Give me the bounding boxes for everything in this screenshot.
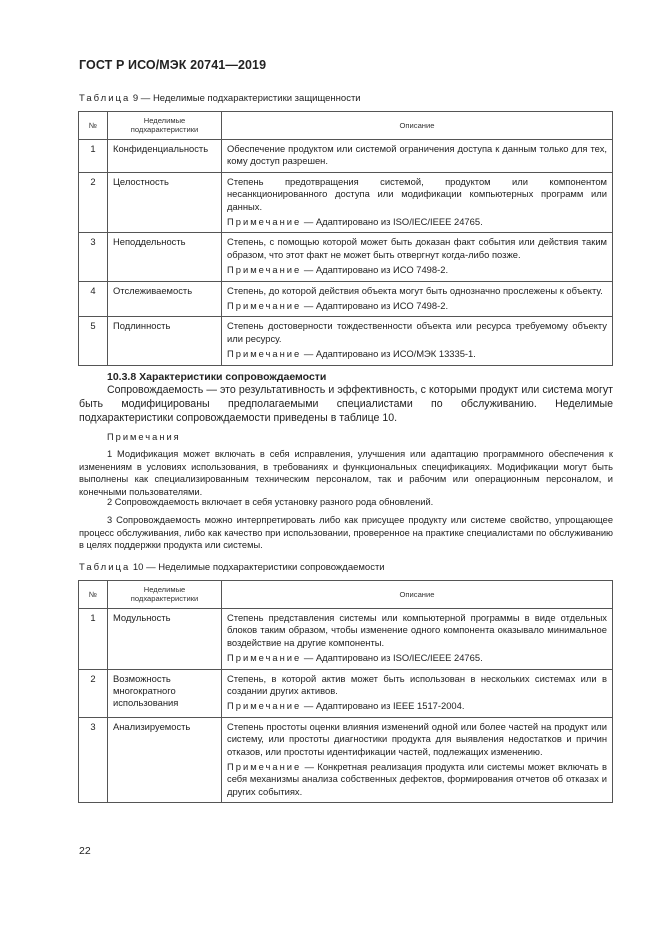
row-description [222, 233, 613, 281]
row-note-label: Примечание [227, 300, 302, 312]
row-description [222, 140, 613, 173]
table-row [79, 609, 613, 670]
row-number: 2 [79, 669, 108, 717]
row-description-text: Степень простоты оценки влияния изменений одной или более частей на продукт или систему, или простоты диагностики продукта для выявления недостатков и причин отказов, или простоты идентификации частей, подлежащих изменению. [227, 720, 607, 757]
row-description-text: Степень предотвращения системой, продуктом или компонентом несанкционированного доступа или модификации компьютерных программ или данных. [227, 175, 607, 212]
header-num: № [79, 581, 108, 609]
table-9-header-row [79, 112, 613, 140]
row-name: Неподдельность [108, 233, 222, 281]
table-10 [78, 580, 613, 803]
table-row [79, 717, 613, 802]
row-description-text: Степень, в которой актив может быть использован в нескольких системах или в создании других активов. [227, 672, 607, 697]
row-number: 4 [79, 281, 108, 317]
row-number: 5 [79, 317, 108, 365]
row-note-label: Примечание [227, 348, 302, 360]
row-note-text: — Конкретная реализация продукта или системы может включать в себя механизмы анализа собственных дефектов, формирования отчетов об отказах и других событиях. [227, 761, 607, 797]
row-description [222, 669, 613, 717]
row-note-label: Примечание [227, 216, 302, 228]
row-name: Отслеживаемость [108, 281, 222, 317]
table-10-caption [79, 562, 385, 573]
table-row [79, 233, 613, 281]
row-number: 1 [79, 140, 108, 173]
row-note [227, 264, 607, 276]
row-description-text: Степень достоверности тождественности объекта или ресурса требуемому объекту или ресурсу. [227, 320, 607, 344]
section-paragraph: Сопровождаемость — это результативность и эффективность, с которыми продукт или система могут быть модифицированы предполагаемыми специалистами по обслуживанию. Неделимые подхарактеристики сопровождаемости приведены в таблице 10. [79, 384, 613, 424]
table-9-caption-text: 9 — Неделимые подхарактеристики защищенности [130, 93, 361, 104]
table-row [79, 281, 613, 317]
table-10-header-row [79, 581, 613, 609]
header-name: Неделимые подхарактеристики [108, 581, 222, 609]
row-description-text: Степень представления системы или компьютерной программы в виде отдельных блоков таким образом, чтобы изменение одного компонента оказывало минимальное воздействие на другие компоненты. [227, 612, 607, 648]
row-note-label: Примечание [227, 264, 302, 276]
row-description [222, 317, 613, 365]
table-row [79, 140, 613, 173]
row-note [227, 652, 607, 664]
row-number: 3 [79, 233, 108, 281]
header-num: № [79, 112, 108, 140]
row-note [227, 216, 607, 228]
row-name: Конфиденциальность [108, 140, 222, 173]
row-note [227, 700, 607, 712]
row-note [227, 300, 607, 312]
row-note-text: — Адаптировано из ISO/IEC/IEEE 24765. [301, 652, 483, 664]
table-9-caption-label: Таблица [79, 93, 131, 104]
table-9-caption [79, 93, 361, 104]
row-description [222, 609, 613, 670]
document-header: ГОСТ Р ИСО/МЭК 20741—2019 [79, 58, 267, 72]
page-number: 22 [79, 845, 91, 857]
row-name: Возможность многократного использования [108, 669, 222, 717]
row-note [227, 348, 607, 360]
note-2: 2 Сопровождаемость включает в себя установку разного рода обновлений. [107, 497, 434, 507]
row-note-text: — Адаптировано из ИСО 7498-2. [301, 264, 449, 276]
section-title: 10.3.8 Характеристики сопровождаемости [107, 371, 327, 383]
row-description-text: Степень, до которой действия объекта могут быть однозначно прослежены к объекту. [227, 284, 603, 296]
row-description [222, 172, 613, 233]
row-note-label: Примечание [227, 652, 302, 664]
table-row [79, 669, 613, 717]
table-row [79, 172, 613, 233]
row-description [222, 717, 613, 802]
row-number: 2 [79, 172, 108, 233]
row-note-label: Примечание [227, 761, 302, 773]
row-number: 3 [79, 717, 108, 802]
header-desc: Описание [222, 581, 613, 609]
row-note-text: — Адаптировано из IEEE 1517-2004. [301, 700, 465, 712]
row-name: Подлинность [108, 317, 222, 365]
row-name: Модульность [108, 609, 222, 670]
row-note-text: — Адаптировано из ИСО/МЭК 13335-1. [301, 348, 476, 360]
row-note-label: Примечание [227, 700, 302, 712]
row-description-text: Обеспечение продуктом или системой ограничения доступа к данным только для тех, кому доступ разрешен. [227, 143, 607, 167]
table-10-caption-label: Таблица [79, 562, 131, 573]
header-name: Неделимые подхарактеристики [108, 112, 222, 140]
table-10-caption-text: 10 — Неделимые подхарактеристики сопровождаемости [130, 562, 385, 573]
row-name: Анализируемость [108, 717, 222, 802]
notes-heading: Примечания [107, 432, 181, 442]
table-row [79, 317, 613, 365]
row-description [222, 281, 613, 317]
row-number: 1 [79, 609, 108, 670]
row-name: Целостность [108, 172, 222, 233]
note-1: 1 Модификация может включать в себя исправления, улучшения или адаптацию программного обеспечения к изменениям в условиях использования, в требованиях и функциональных спецификациях. Модификации могут быть выполнены как специализированным техническим персоналом, так и рабочим или операционным персоналом, и конечными пользователями. [79, 449, 613, 497]
row-description-text: Степень, с помощью которой может быть доказан факт события или действия таким образом, что этот факт не может быть отвергнут когда-либо позже. [227, 236, 607, 260]
note-3: 3 Сопровождаемость можно интерпретировать либо как присущее продукту или системе свойство, упрощающее процесс обслуживания, либо как качество при использовании, проверенное на практике специалистами по обслуживанию в целях поддержки продукта или системы. [79, 515, 613, 551]
table-9 [78, 111, 613, 366]
header-desc: Описание [222, 112, 613, 140]
row-note-text: — Адаптировано из ISO/IEC/IEEE 24765. [301, 216, 483, 228]
row-note-text: — Адаптировано из ИСО 7498-2. [301, 300, 449, 312]
row-note [227, 761, 607, 798]
